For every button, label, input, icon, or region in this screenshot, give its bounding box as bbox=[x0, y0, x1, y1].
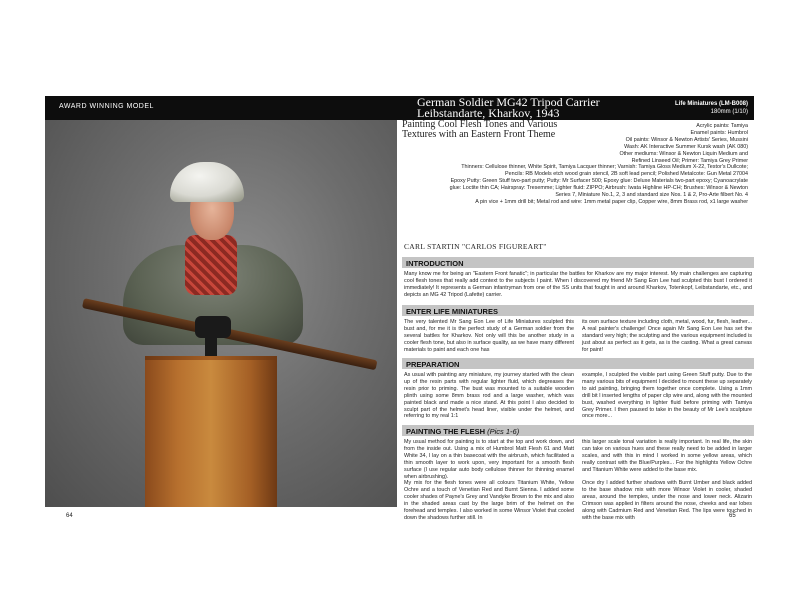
page-number-right: 65 bbox=[729, 513, 736, 519]
wooden-pedestal bbox=[145, 360, 277, 507]
article-title bbox=[417, 97, 600, 119]
bust-helmet bbox=[170, 162, 244, 202]
section-heading-painting-the-flesh: PAINTING THE FLESH (Pics 1-6) bbox=[402, 425, 754, 436]
section-heading-preparation: PREPARATION bbox=[402, 358, 754, 369]
article-subtitle: Painting Cool Flesh Tones and Various Textures with an Eastern Front Theme bbox=[402, 119, 558, 140]
flesh-paragraph-left-2: My mix for the flesh tones were all colours Titanium White, Yellow Ochre and a touch of Venetian Red and Burnt Sienna. I added some cooler shades of Payne's Grey and Vandyke Brown to the mix and also in the shaded areas cast by the large brim of the helmet on the forehead and temples. I also worked in some Winsor Violet that cooled down the shadows further still. In bbox=[404, 480, 574, 521]
title-line-2: Leibstandarte, Kharkov, 1943 bbox=[417, 106, 560, 120]
bust-scarf bbox=[185, 235, 237, 295]
section-heading-enter-life-miniatures: ENTER LIFE MINIATURES bbox=[402, 305, 754, 316]
author-byline: CARL STARTIN "CARLOS FIGUREART" bbox=[404, 242, 547, 251]
maker-line-1: Life Miniatures (LM-B008) bbox=[674, 101, 748, 107]
header-bar bbox=[45, 96, 754, 120]
materials-list: Acrylic paints: Tamiya Enamel paints: Humbrol Oil paints: Winsor & Newton Artists' Series, Mussini Wash: AK Interactive Summer Kursk wash (AK 080) Other mediums: Winsor & Newton Liquin Medium and Refined Linseed Oil; Primer: Tamiya Grey Primer Thinners: Cellulose thinner, White Spirit, Tamiya Lacquer thinner; Varnish: Tamiya Gloss Medium X-22, Testor's Dullcote; Pencils: RB Models etch wood grain stencil, 2B soft lead pencil; Polished Metalcote: Gun Metal 27004 Epoxy Putty: Green Stuff two-part putty; Putty: Mr Surfacer 500; Epoxy glue: Deluxe Materials two-part epoxy; Cyanoacrylate glue: Loctite thin CA; Hairspray: Tresemme; Lighter fluid: ZIPPO; Airbrush: Iwata Highline HP-CH; Brushes: Winsor & Newton Series 7, Miniature No.1, 2, 3 and standard size Nos. 1 & 2, Pro-Arte filbert No. 4 A pin vice + 1mm drill bit; Metal rod and wire: 1mm metal paper clip, Copper wire, 8mm Brass rod, x1 large washer bbox=[449, 123, 748, 205]
page-number-left: 64 bbox=[66, 513, 73, 519]
bust-photo bbox=[45, 120, 397, 507]
enter-paragraph-left: The very talented Mr Sang Eon Lee of Life Miniatures sculpted this bust and, for me it is the perfect study of a German soldier from the several battles for Kharkov. Not only will this be another study in a cooler flesh tone, but also in surface quality, as we have many different materials to paint and each one has bbox=[404, 319, 574, 353]
section-heading-introduction: INTRODUCTION bbox=[402, 257, 754, 268]
pics-note: (Pics 1-6) bbox=[487, 427, 520, 436]
maker-info bbox=[675, 100, 748, 116]
enter-paragraph-right: its own surface texture including cloth, metal, wood, fur, flesh, leather... A real painter's challenge! Once again Mr Sang Eon Lee has set the standard very high; the sculpting and the various equipment included is just about as perfect as it gets, as is the casting. What a great canvas for paint! bbox=[582, 319, 752, 353]
title-line-1: German Soldier MG42 Tripod Carrier bbox=[417, 95, 600, 109]
magazine-spread bbox=[45, 95, 754, 521]
prep-paragraph-left: As usual with painting any miniature, my journey started with the clean up of the resin parts with regular lighter fluid, which degreases the resin prior to priming. The bust was mounted to a suitable wooden plinth using some 8mm brass rod and a large washer, which was painted black and made a nice stand. At this point I also decided to sculpt part of the helmet's head liner, visible under the helmet, and referring to my real 1:1 bbox=[404, 372, 574, 420]
award-label: AWARD WINNING MODEL bbox=[59, 103, 154, 110]
flesh-paragraph-left-1: My usual method for painting is to start at the top and work down, and from the inside out. Using a mix of Humbrol Matt Flesh 61 and Matt White 34, I lay on a thin basecoat with the airbrush, which facilitated a thin smooth layer to work upon, very important for a smooth flesh surface (I use regular auto body cellulose thinner for thinning enamel when airbrushing). bbox=[404, 439, 574, 480]
prep-paragraph-right: example, I sculpted the visible part using Green Stuff putty. Due to the many various bits of equipment I decided to mount these up separately to aid painting, bringing them together once complete. Using a 1mm drill bit I inserted lengths of paper clip wire and, along with the mounted bust, washed everything in lighter fluid before priming with Tamiya Grey Primer. I then paused to take in the beauty of Mr Lee's sculpture once more... bbox=[582, 372, 752, 420]
intro-paragraph: Many know me for being an "Eastern Front fanatic"; in particular the battles for Kharkov are my major interest. My main challenges are capturing cool flesh tones that really add context to the subjects I paint. When I discovered my friend Mr Sang Eon Lee had sculpted this bust I ordered it immediately! It represents a German infantryman from one of the SS units that fought in and around Kharkov, Totenkopf, Leibstandarte, etc., and depicts an MG 42 Tripod (Lafette) carrier. bbox=[404, 271, 752, 298]
flesh-paragraph-right-1: this larger scale tonal variation is really important. In real life, the skin can take on various hues and these really need to be added in larger scales, and with this in mind I worked in some yellow areas, which really contrast with the Blue/Purples... For the highlights Yellow Ochre and Titanium White were added to the base mix. bbox=[582, 439, 752, 473]
flesh-paragraph-right-2: Once dry I added further shadows with Burnt Umber and black added to the base shadow mix with more Winsor Violet in cooler, shaded areas, around the temples, under the nose and lower neck. Alizarin Crimson was applied in filters around the nose, cheeks and ear lobes along with Cadmium Red and Venetian Red. The lips were touched in with the base mix with bbox=[582, 480, 752, 521]
article-column bbox=[402, 119, 754, 521]
maker-line-2: 180mm (1/10) bbox=[710, 109, 748, 115]
